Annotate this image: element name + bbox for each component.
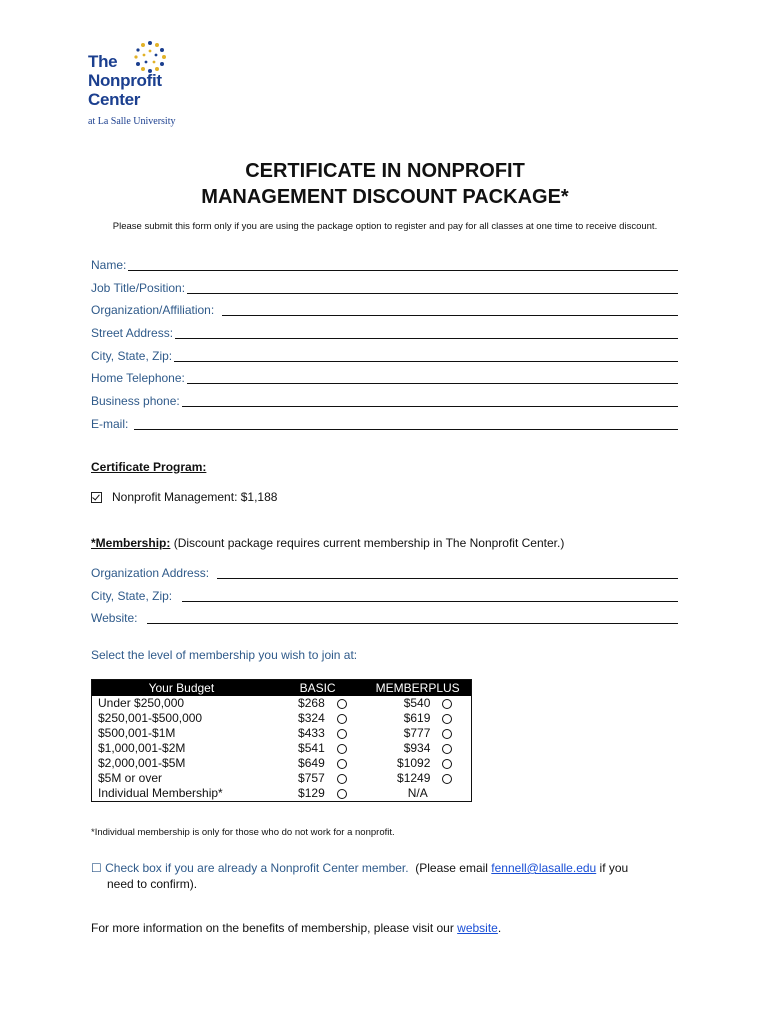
field-label: City, State, Zip: <box>91 589 173 603</box>
page-title <box>0 158 770 210</box>
budget-cell: $5M or over <box>98 771 163 785</box>
field-input-line[interactable] <box>187 281 678 294</box>
logo-line-2: Nonprofit <box>88 71 162 90</box>
memberplus-price: $777 <box>403 726 431 740</box>
memberplus-cell <box>364 711 471 726</box>
table-row <box>92 711 472 726</box>
title-line-2: MANAGEMENT DISCOUNT PACKAGE* <box>201 186 569 208</box>
budget-cell: Under $250,000 <box>98 696 185 710</box>
memberplus-price: $1249 <box>397 771 431 785</box>
table-row <box>92 741 472 756</box>
website-link[interactable]: website <box>457 921 498 935</box>
column-header-memberplus: MEMBERPLUS <box>364 680 471 697</box>
memberplus-radio-button[interactable] <box>442 729 452 739</box>
basic-cell <box>271 771 365 786</box>
select-level-prompt: Select the level of membership you wish to join at: <box>91 648 358 662</box>
table-row <box>92 786 472 802</box>
basic-price: $129 <box>298 786 325 800</box>
memberplus-radio-button[interactable] <box>442 774 452 784</box>
field-input-line[interactable] <box>128 258 678 271</box>
basic-price: $541 <box>298 741 325 755</box>
basic-radio-button[interactable] <box>337 699 347 709</box>
memberplus-radio-button[interactable] <box>442 759 452 769</box>
basic-cell <box>271 711 365 726</box>
field-input-line[interactable] <box>134 417 678 430</box>
membership-city-state-zip-field[interactable] <box>91 587 678 603</box>
field-input-line[interactable] <box>175 326 678 339</box>
table-row <box>92 756 472 771</box>
name-field[interactable] <box>91 256 678 272</box>
logo-line-3: Center <box>88 90 141 109</box>
table-row <box>92 696 472 711</box>
checked-checkbox-icon[interactable] <box>91 492 102 503</box>
field-label: Website: <box>91 611 138 625</box>
field-label: Job Title/Position: <box>91 281 186 295</box>
field-label: Name: <box>91 258 127 272</box>
basic-radio-button[interactable] <box>337 789 347 799</box>
field-input-line[interactable] <box>222 303 678 316</box>
organization-address-field[interactable] <box>91 564 678 580</box>
budget-cell: $1,000,001-$2M <box>98 741 186 755</box>
memberplus-radio-button[interactable] <box>442 744 452 754</box>
field-label: City, State, Zip: <box>91 349 173 363</box>
field-input-line[interactable] <box>187 371 678 384</box>
column-header-basic: BASIC <box>271 680 365 697</box>
budget-cell: $250,001-$500,000 <box>98 711 203 725</box>
field-label: Home Telephone: <box>91 371 185 385</box>
basic-cell <box>271 786 365 802</box>
basic-radio-button[interactable] <box>337 744 347 754</box>
website-field[interactable] <box>91 609 678 625</box>
title-line-1: CERTIFICATE IN NONPROFIT <box>245 160 525 182</box>
email-field[interactable] <box>91 415 678 431</box>
field-input-line[interactable] <box>217 566 678 579</box>
field-input-line[interactable] <box>182 394 678 407</box>
memberplus-price: $934 <box>403 741 431 755</box>
basic-radio-button[interactable] <box>337 729 347 739</box>
memberplus-cell <box>364 786 471 802</box>
memberplus-cell <box>364 696 471 711</box>
individual-membership-footnote: *Individual membership is only for those who do not work for a nonprofit. <box>91 827 395 838</box>
memberplus-cell <box>364 741 471 756</box>
field-input-line[interactable] <box>182 589 678 602</box>
certificate-program-heading: Certificate Program: <box>91 460 207 474</box>
basic-price: $757 <box>298 771 325 785</box>
basic-radio-button[interactable] <box>337 774 347 784</box>
memberplus-radio-button[interactable] <box>442 714 452 724</box>
field-input-line[interactable] <box>147 611 678 624</box>
membership-note <box>91 536 564 550</box>
memberplus-cell <box>364 726 471 741</box>
table-row <box>92 726 472 741</box>
field-input-line[interactable] <box>174 349 678 362</box>
basic-cell <box>271 756 365 771</box>
membership-level-table <box>91 679 472 802</box>
certificate-option-label: Nonprofit Management: $1,188 <box>112 490 278 504</box>
basic-price: $324 <box>298 711 325 725</box>
budget-cell: $500,001-$1M <box>98 726 176 740</box>
business-phone-field[interactable] <box>91 392 678 408</box>
field-label: Organization/Affiliation: <box>91 303 215 317</box>
logo-wordmark <box>88 52 162 109</box>
logo <box>88 40 208 130</box>
column-header-budget: Your Budget <box>92 680 271 697</box>
basic-cell <box>271 741 365 756</box>
membership-note-text: (Discount package requires current membership in The Nonprofit Center.) <box>170 536 565 550</box>
basic-radio-button[interactable] <box>337 759 347 769</box>
membership-heading: *Membership: <box>91 536 171 550</box>
street-address-field[interactable] <box>91 324 678 340</box>
email-instruction-line-2: need to confirm). <box>107 877 198 891</box>
job-title-field[interactable] <box>91 279 678 295</box>
memberplus-price: $619 <box>403 711 431 725</box>
more-info-label: For more information on the benefits of membership, please visit our <box>91 921 458 935</box>
budget-cell: $2,000,001-$5M <box>98 756 186 770</box>
memberplus-cell <box>364 756 471 771</box>
budget-cell: Individual Membership* <box>98 786 223 800</box>
field-label: E-mail: <box>91 417 129 431</box>
logo-subtitle: at La Salle University <box>88 116 176 127</box>
basic-cell <box>271 726 365 741</box>
email-instruction-end: if you <box>596 861 629 875</box>
field-label: Street Address: <box>91 326 174 340</box>
memberplus-price: $540 <box>403 696 431 710</box>
more-info-text <box>91 921 501 935</box>
existing-member-check <box>91 860 681 892</box>
basic-price: $433 <box>298 726 325 740</box>
memberplus-radio-button[interactable] <box>442 699 452 709</box>
logo-line-1: The <box>88 52 118 71</box>
city-state-zip-field[interactable] <box>91 347 678 363</box>
memberplus-na: N/A <box>407 786 428 800</box>
email-instruction: (Please email <box>415 861 492 875</box>
basic-price: $268 <box>298 696 325 710</box>
field-label: Business phone: <box>91 394 180 408</box>
basic-radio-button[interactable] <box>337 714 347 724</box>
certificate-option[interactable] <box>91 490 277 504</box>
table-header-row <box>92 680 472 697</box>
home-telephone-field[interactable] <box>91 369 678 385</box>
memberplus-price: $1092 <box>397 756 431 770</box>
table-row <box>92 771 472 786</box>
existing-member-label: Check box if you are already a Nonprofit Center member. <box>105 861 409 875</box>
email-link[interactable]: fennell@lasalle.edu <box>491 861 597 875</box>
field-label: Organization Address: <box>91 566 210 580</box>
more-info-end: . <box>497 921 502 935</box>
basic-cell <box>271 696 365 711</box>
organization-field[interactable] <box>91 301 678 317</box>
existing-member-checkbox-icon[interactable]: ☐ <box>91 861 102 875</box>
instructions-text: Please submit this form only if you are using the package option to register and pay for all classes at one time to receive discount. <box>112 221 658 232</box>
basic-price: $649 <box>298 756 325 770</box>
memberplus-cell <box>364 771 471 786</box>
